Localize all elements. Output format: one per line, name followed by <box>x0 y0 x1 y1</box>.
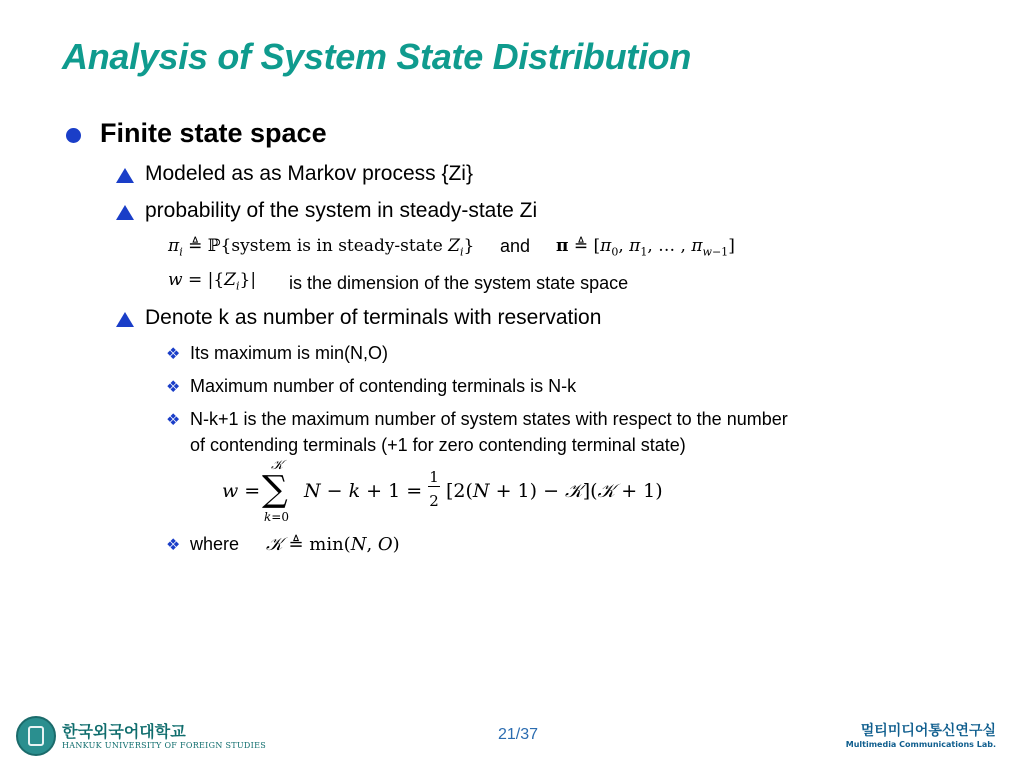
lab-name-korean: 멀티미디어통신연구실 <box>860 723 996 739</box>
page-number: 21/37 <box>498 726 539 743</box>
diamond-bullet-icon: ❖ <box>166 410 181 429</box>
formula-where-k: 𝒦 ≜ min(N, O) <box>266 534 400 555</box>
triangle-bullet-icon <box>116 205 134 225</box>
slide-title: Analysis of System State Distribution <box>62 36 692 77</box>
item-system-states-line1: N-k+1 is the maximum number of system states with respect to the number <box>190 409 788 429</box>
sub-bullet-probability: probability of the system in steady-state Zi <box>145 199 538 222</box>
formula-and: and <box>500 236 531 256</box>
triangle-bullet-icon <box>116 168 134 188</box>
formula-pi-i: $\pi_i$ ≜ ℙ{system is in steady-state $Z_i$} <box>168 236 475 259</box>
triangle-bullet-icon <box>116 312 134 332</box>
university-name-english: HANKUK UNIVERSITY OF FOREIGN STUDIES <box>62 740 267 750</box>
formula-w-description: is the dimension of the system state space <box>289 273 629 293</box>
item-maximum: Its maximum is min(N,O) <box>190 343 388 363</box>
formula-pi-vector: π ≜ [$\pi_0$, $\pi_1$, … , $\pi_{w-1}$] <box>556 236 735 259</box>
sub-bullet-denote-k: Denote k as number of terminals with reservation <box>145 306 602 329</box>
diamond-bullet-icon: ❖ <box>166 377 181 396</box>
university-seal-icon <box>16 716 56 756</box>
formula-summation: w = 𝒦 ∑ k=0 N − k + 1 = 1 2 [2(N + 1) − 𝒦](𝒦 + 1) <box>222 458 663 524</box>
lab-logo <box>846 720 996 749</box>
sub-bullet-markov: Modeled as as Markov process {Zi} <box>145 162 473 185</box>
university-name-korean: 한국외국어대학교 <box>62 721 186 741</box>
formula-w-dimension: $w = |\{Z_i\}|$ <box>168 270 257 293</box>
university-logo <box>16 716 266 756</box>
item-contending: Maximum number of contending terminals is N-k <box>190 376 577 396</box>
diamond-bullet-icon: ❖ <box>166 344 181 363</box>
bullet-dot-icon <box>66 128 81 148</box>
bullet-finite-state-space: Finite state space <box>100 118 327 148</box>
where-label: where <box>190 534 240 554</box>
diamond-bullet-icon: ❖ <box>166 535 181 554</box>
item-system-states-line2: of contending terminals (+1 for zero contending terminal state) <box>190 435 686 455</box>
lab-name-english: Multimedia Communications Lab. <box>845 740 996 749</box>
